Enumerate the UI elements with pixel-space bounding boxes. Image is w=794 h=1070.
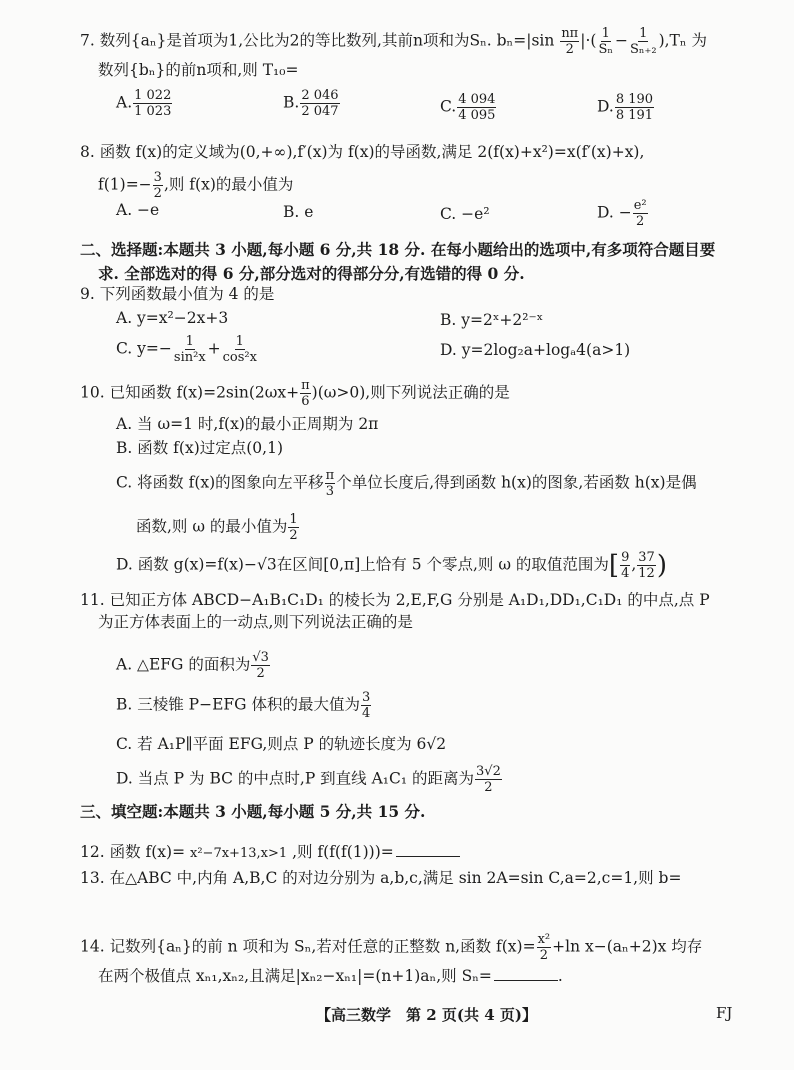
q9-option-d: D. y=2log₂a+logₐ4(a>1) bbox=[440, 341, 631, 359]
q8-option-d: D. − $\frac{\text{e²}}{2}$ bbox=[597, 198, 647, 229]
q7-option-d: D. $\frac{8 190}{8 191}$ bbox=[597, 92, 654, 123]
q7-frac-1-sn: $\frac{1}{\text{Sₙ}}$ bbox=[598, 26, 613, 57]
q11-line1: 11. 已知正方体 ABCD−A₁B₁C₁D₁ 的棱长为 2,E,F,G 分别是 A₁D₁,DD₁,C₁D₁ 的中点,点 P bbox=[80, 591, 710, 609]
q13-line: 13. 在△ABC 中,内角 A,B,C 的对边分别为 a,b,c,满足 sin 2A=sin C,a=2,c=1,则 b= bbox=[80, 869, 682, 887]
q9-option-c: C. y=− $\frac{1}{\text{sin²x}}$ + $\frac{1}{\text{cos²x}}$ bbox=[116, 334, 257, 365]
q9-title: 9. 下列函数最小值为 4 的是 bbox=[80, 285, 275, 303]
q9-option-a: A. y=x²−2x+3 bbox=[116, 309, 229, 327]
q11-option-a: A. △EFG 的面积为 $\frac{√3}{2}$ bbox=[116, 650, 269, 681]
q12-line: 12. 函数 f(x)= x²−7x+13,x>1 ,则 f(f(f(1)))= bbox=[80, 842, 460, 864]
q14-line1: 14. 记数列{aₙ}的前 n 项和为 Sₙ,若对任意的正整数 n,函数 f(x)= $\frac{\text{x²}}{2}$ +ln x−(aₙ+2)x 均存 bbox=[80, 932, 703, 963]
q7-option-c: C. $\frac{4 094}{4 095}$ bbox=[440, 92, 496, 123]
q12-answer-blank[interactable] bbox=[396, 842, 460, 857]
q8-line1: 8. 函数 f(x)的定义域为(0,+∞),f′(x)为 f(x)的导函数,满足 2(f(x)+x²)=x(f′(x)+x), bbox=[80, 143, 645, 161]
q7-option-b: B. $\frac{2 046}{2 047}$ bbox=[283, 88, 339, 119]
q10-option-c-line1: C. 将函数 f(x)的图象向左平移 $\frac{\pi}{3}$ 个单位长度后,得到函数 h(x)的图象,若函数 h(x)是偶 bbox=[116, 468, 697, 499]
q7-frac-1-sn2: $\frac{1}{\text{Sₙ₊₂}}$ bbox=[629, 26, 657, 57]
q8-option-c: C. −e² bbox=[440, 205, 490, 223]
q7-line2: 数列{bₙ}的前n项和,则 T₁₀= bbox=[98, 61, 299, 79]
section2-heading: 二、选择题:本题共 3 小题,每小题 6 分,共 18 分. 在每小题给出的选项中,有多项符合题目要 bbox=[80, 240, 716, 259]
q10-option-a: A. 当 ω=1 时,f(x)的最小正周期为 2π bbox=[116, 415, 379, 433]
q9-option-b: B. y=2ˣ+2²⁻ˣ bbox=[440, 311, 544, 329]
q7-line1: 7. 数列{aₙ}是首项为1,公比为2的等比数列,其前n项和为Sₙ. bₙ=|sin $\frac{n\pi}{2}$ |·( $\frac{1}{\text{Sₙ}}$ − $\frac{1}{\text{Sₙ₊₂}}$ ),Tₙ 为 bbox=[80, 26, 708, 57]
q14-line2: 在两个极值点 xₙ₁,xₙ₂,且满足|xₙ₂−xₙ₁|=(n+1)aₙ,则 Sₙ= . bbox=[98, 967, 563, 985]
q7-option-a: A. $\frac{1 022}{1 023}$ bbox=[116, 88, 172, 119]
q8-line2: f(1)=− $\frac{3}{2}$ ,则 f(x)的最小值为 bbox=[98, 170, 294, 201]
q11-line2: 为正方体表面上的一动点,则下列说法正确的是 bbox=[98, 613, 413, 631]
q11-option-b: B. 三棱锥 P−EFG 体积的最大值为 $\frac{3}{4}$ bbox=[116, 690, 371, 721]
paper-code: FJ bbox=[716, 1004, 733, 1022]
q7-frac-npi: $\frac{n\pi}{2}$ bbox=[561, 26, 579, 57]
q8-option-a: A. −e bbox=[116, 201, 160, 219]
q8-option-b: B. e bbox=[283, 203, 314, 221]
q10-line1: 10. 已知函数 f(x)=2sin(2ωx+ $\frac{\pi}{6}$ )(ω>0),则下列说法正确的是 bbox=[80, 378, 510, 409]
q14-answer-blank[interactable] bbox=[494, 966, 558, 981]
q11-option-c: C. 若 A₁P∥平面 EFG,则点 P 的轨迹长度为 6√2 bbox=[116, 735, 447, 753]
q10-option-d: D. 函数 g(x)=f(x)−√3在区间[0,π]上恰有 5 个零点,则 ω 的取值范围为[ $\frac{9}{4}$ , $\frac{37}{12}$ ) bbox=[116, 550, 667, 581]
q11-option-d: D. 当点 P 为 BC 的中点时,P 到直线 A₁C₁ 的距离为 $\frac{3√2}{2}$ bbox=[116, 764, 501, 795]
section2-instructions: 求. 全部选对的得 6 分,部分选对的得部分分,有选错的得 0 分. bbox=[98, 264, 525, 283]
section3-heading: 三、填空题:本题共 3 小题,每小题 5 分,共 15 分. bbox=[80, 802, 426, 821]
q10-option-b: B. 函数 f(x)过定点(0,1) bbox=[116, 439, 283, 457]
page-footer: 【高三数学 第 2 页(共 4 页)】 bbox=[316, 1006, 537, 1024]
q10-option-c-line2: 函数,则 ω 的最小值为 $\frac{1}{2}$ bbox=[136, 512, 298, 543]
